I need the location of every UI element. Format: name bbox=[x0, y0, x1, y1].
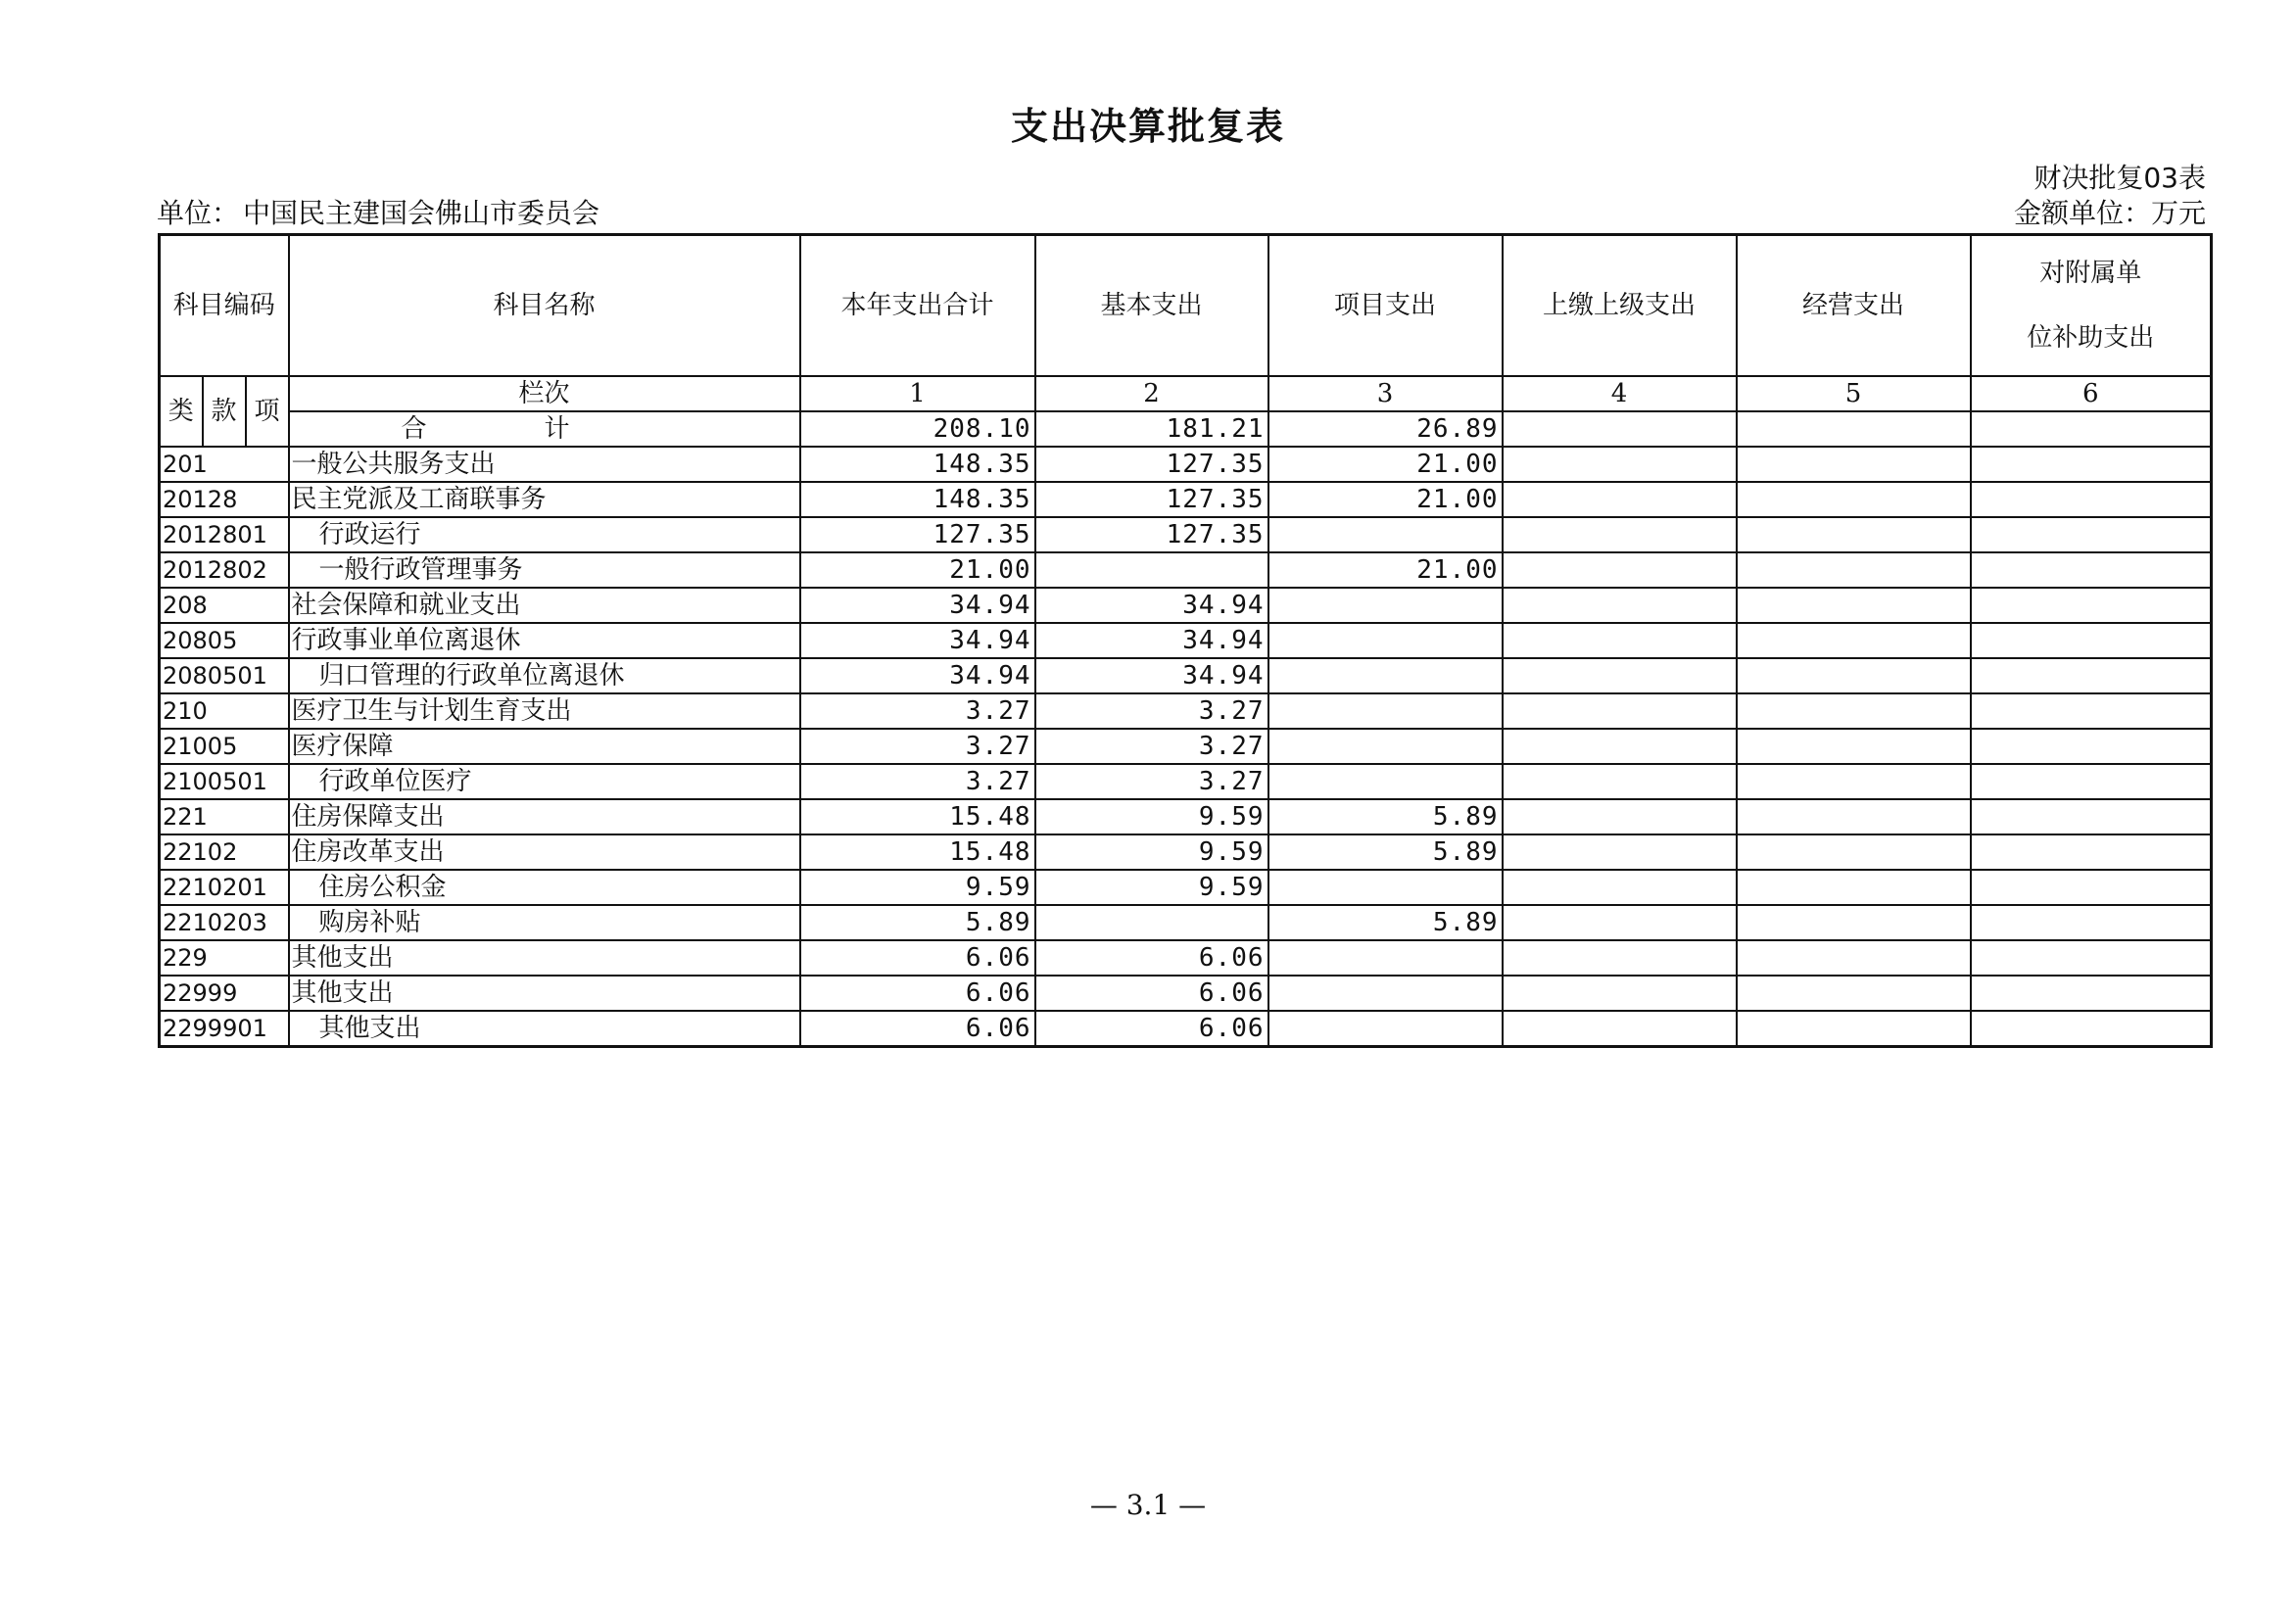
row-upper bbox=[1503, 693, 1737, 729]
row-total: 3.27 bbox=[800, 693, 1035, 729]
row-name-text: 一般行政管理事务 bbox=[318, 555, 523, 585]
row-subsidy bbox=[1971, 940, 2212, 976]
row-project: 5.89 bbox=[1268, 799, 1503, 834]
row-basic: 34.94 bbox=[1035, 588, 1268, 623]
row-subsidy bbox=[1971, 764, 2212, 799]
row-subsidy bbox=[1971, 905, 2212, 940]
row-basic: 3.27 bbox=[1035, 764, 1268, 799]
row-business bbox=[1737, 905, 1971, 940]
row-subsidy bbox=[1971, 976, 2212, 1011]
row-project: 21.00 bbox=[1268, 447, 1503, 482]
row-basic: 6.06 bbox=[1035, 1011, 1268, 1047]
row-name bbox=[289, 517, 800, 552]
row-upper bbox=[1503, 658, 1737, 693]
row-subsidy bbox=[1971, 482, 2212, 517]
total-label: 合计 bbox=[289, 411, 800, 447]
header-row bbox=[160, 235, 2212, 377]
header-subsidy bbox=[1971, 235, 2212, 377]
row-project bbox=[1268, 658, 1503, 693]
row-name bbox=[289, 905, 800, 940]
row-basic: 9.59 bbox=[1035, 799, 1268, 834]
row-name: 医疗保障 bbox=[289, 729, 800, 764]
row-business bbox=[1737, 517, 1971, 552]
row-subsidy bbox=[1971, 552, 2212, 588]
row-upper bbox=[1503, 764, 1737, 799]
row-basic: 9.59 bbox=[1035, 870, 1268, 905]
row-project bbox=[1268, 976, 1503, 1011]
row-project: 21.00 bbox=[1268, 482, 1503, 517]
table-row bbox=[160, 482, 2212, 517]
page-number: — 3.1 — bbox=[1089, 1489, 1207, 1521]
table-row bbox=[160, 870, 2212, 905]
row-subsidy bbox=[1971, 447, 2212, 482]
row-total: 34.94 bbox=[800, 658, 1035, 693]
row-business bbox=[1737, 588, 1971, 623]
amount-unit: 金额单位：万元 bbox=[2013, 197, 2206, 229]
table-row bbox=[160, 799, 2212, 834]
row-total: 34.94 bbox=[800, 623, 1035, 658]
row-name: 其他支出 bbox=[289, 976, 800, 1011]
column-number-1: 1 bbox=[800, 376, 1035, 411]
page-title: 支出决算批复表 bbox=[1010, 105, 1285, 148]
header-lanci: 栏次 bbox=[289, 376, 800, 411]
row-name-text: 归口管理的行政单位离退休 bbox=[318, 661, 625, 691]
row-code: 22999 bbox=[160, 976, 289, 1011]
row-total: 34.94 bbox=[800, 588, 1035, 623]
row-upper bbox=[1503, 623, 1737, 658]
header-code: 科目编码 bbox=[160, 235, 289, 377]
row-subsidy bbox=[1971, 870, 2212, 905]
row-upper bbox=[1503, 834, 1737, 870]
table-row bbox=[160, 693, 2212, 729]
row-name: 民主党派及工商联事务 bbox=[289, 482, 800, 517]
row-total: 15.48 bbox=[800, 799, 1035, 834]
row-business bbox=[1737, 447, 1971, 482]
row-name bbox=[289, 870, 800, 905]
header-subsidy-line2: 位补助支出 bbox=[2027, 323, 2155, 353]
row-project bbox=[1268, 764, 1503, 799]
total-business bbox=[1737, 411, 1971, 447]
row-business bbox=[1737, 693, 1971, 729]
row-project bbox=[1268, 588, 1503, 623]
table-row bbox=[160, 658, 2212, 693]
row-name-text: 行政单位医疗 bbox=[318, 767, 472, 796]
row-name bbox=[289, 658, 800, 693]
row-project: 5.89 bbox=[1268, 834, 1503, 870]
column-number-5: 5 bbox=[1737, 376, 1971, 411]
row-code: 201 bbox=[160, 447, 289, 482]
row-name-text: 购房补贴 bbox=[318, 908, 421, 937]
table-row bbox=[160, 447, 2212, 482]
row-upper bbox=[1503, 552, 1737, 588]
row-upper bbox=[1503, 517, 1737, 552]
row-code: 210 bbox=[160, 693, 289, 729]
total-basic: 181.21 bbox=[1035, 411, 1268, 447]
row-total: 148.35 bbox=[800, 482, 1035, 517]
row-business bbox=[1737, 552, 1971, 588]
row-upper bbox=[1503, 447, 1737, 482]
row-basic: 6.06 bbox=[1035, 976, 1268, 1011]
header-lei: 类 bbox=[160, 376, 203, 447]
header-business: 经营支出 bbox=[1737, 235, 1971, 377]
unit-label: 单位： bbox=[157, 197, 240, 229]
row-basic bbox=[1035, 552, 1268, 588]
row-total: 127.35 bbox=[800, 517, 1035, 552]
column-number-6: 6 bbox=[1971, 376, 2212, 411]
table-row bbox=[160, 1011, 2212, 1047]
row-project: 5.89 bbox=[1268, 905, 1503, 940]
row-project bbox=[1268, 940, 1503, 976]
header-kuan: 款 bbox=[203, 376, 246, 447]
row-upper bbox=[1503, 976, 1737, 1011]
row-business bbox=[1737, 623, 1971, 658]
row-business bbox=[1737, 870, 1971, 905]
header-total: 本年支出合计 bbox=[800, 235, 1035, 377]
header-name: 科目名称 bbox=[289, 235, 800, 377]
row-name bbox=[289, 764, 800, 799]
row-total: 3.27 bbox=[800, 729, 1035, 764]
row-code: 2080501 bbox=[160, 658, 289, 693]
row-basic: 6.06 bbox=[1035, 940, 1268, 976]
table-row bbox=[160, 517, 2212, 552]
row-code: 2100501 bbox=[160, 764, 289, 799]
table-row bbox=[160, 764, 2212, 799]
row-total: 148.35 bbox=[800, 447, 1035, 482]
total-subsidy bbox=[1971, 411, 2212, 447]
header-basic: 基本支出 bbox=[1035, 235, 1268, 377]
row-subsidy bbox=[1971, 834, 2212, 870]
row-name: 住房改革支出 bbox=[289, 834, 800, 870]
row-upper bbox=[1503, 1011, 1737, 1047]
row-upper bbox=[1503, 799, 1737, 834]
row-code: 2210203 bbox=[160, 905, 289, 940]
row-total: 21.00 bbox=[800, 552, 1035, 588]
row-upper bbox=[1503, 482, 1737, 517]
table-row bbox=[160, 940, 2212, 976]
row-name: 医疗卫生与计划生育支出 bbox=[289, 693, 800, 729]
row-basic: 3.27 bbox=[1035, 693, 1268, 729]
header-upper: 上缴上级支出 bbox=[1503, 235, 1737, 377]
table-row bbox=[160, 834, 2212, 870]
row-business bbox=[1737, 834, 1971, 870]
row-total: 3.27 bbox=[800, 764, 1035, 799]
total-upper bbox=[1503, 411, 1737, 447]
row-subsidy bbox=[1971, 623, 2212, 658]
row-name bbox=[289, 552, 800, 588]
form-number: 财决批复03表 bbox=[2033, 162, 2206, 194]
row-basic: 34.94 bbox=[1035, 658, 1268, 693]
expenditure-table bbox=[158, 233, 2213, 1048]
row-business bbox=[1737, 940, 1971, 976]
row-code: 221 bbox=[160, 799, 289, 834]
row-basic: 3.27 bbox=[1035, 729, 1268, 764]
header-subsidy-line1: 对附属单 bbox=[2039, 259, 2142, 288]
row-basic: 9.59 bbox=[1035, 834, 1268, 870]
row-project bbox=[1268, 517, 1503, 552]
row-code: 20128 bbox=[160, 482, 289, 517]
row-total: 6.06 bbox=[800, 976, 1035, 1011]
row-code: 2012802 bbox=[160, 552, 289, 588]
row-project bbox=[1268, 1011, 1503, 1047]
row-name: 一般公共服务支出 bbox=[289, 447, 800, 482]
row-subsidy bbox=[1971, 588, 2212, 623]
row-total: 15.48 bbox=[800, 834, 1035, 870]
column-number-2: 2 bbox=[1035, 376, 1268, 411]
row-total: 9.59 bbox=[800, 870, 1035, 905]
table-row bbox=[160, 588, 2212, 623]
row-upper bbox=[1503, 905, 1737, 940]
row-basic: 127.35 bbox=[1035, 517, 1268, 552]
row-total: 6.06 bbox=[800, 1011, 1035, 1047]
row-basic: 34.94 bbox=[1035, 623, 1268, 658]
row-subsidy bbox=[1971, 517, 2212, 552]
row-business bbox=[1737, 1011, 1971, 1047]
row-project bbox=[1268, 870, 1503, 905]
column-number-4: 4 bbox=[1503, 376, 1737, 411]
row-business bbox=[1737, 799, 1971, 834]
row-code: 2299901 bbox=[160, 1011, 289, 1047]
table-row bbox=[160, 623, 2212, 658]
row-upper bbox=[1503, 870, 1737, 905]
row-code: 208 bbox=[160, 588, 289, 623]
row-business bbox=[1737, 976, 1971, 1011]
row-business bbox=[1737, 764, 1971, 799]
column-index-row bbox=[160, 376, 2212, 411]
unit-name: 中国民主建国会佛山市委员会 bbox=[243, 197, 600, 229]
unit-line bbox=[157, 192, 599, 231]
row-basic: 127.35 bbox=[1035, 482, 1268, 517]
row-code: 229 bbox=[160, 940, 289, 976]
row-business bbox=[1737, 658, 1971, 693]
row-subsidy bbox=[1971, 799, 2212, 834]
row-name: 社会保障和就业支出 bbox=[289, 588, 800, 623]
row-subsidy bbox=[1971, 1011, 2212, 1047]
total-project: 26.89 bbox=[1268, 411, 1503, 447]
row-code: 21005 bbox=[160, 729, 289, 764]
header-xiang: 项 bbox=[246, 376, 289, 447]
row-name-text: 行政运行 bbox=[318, 520, 421, 549]
row-total: 5.89 bbox=[800, 905, 1035, 940]
row-name-text: 其他支出 bbox=[318, 1014, 421, 1043]
table-row bbox=[160, 976, 2212, 1011]
table-row bbox=[160, 552, 2212, 588]
header-project: 项目支出 bbox=[1268, 235, 1503, 377]
column-number-3: 3 bbox=[1268, 376, 1503, 411]
row-project bbox=[1268, 693, 1503, 729]
row-upper bbox=[1503, 729, 1737, 764]
row-name-text: 住房公积金 bbox=[318, 873, 447, 902]
row-project bbox=[1268, 623, 1503, 658]
row-upper bbox=[1503, 588, 1737, 623]
row-project bbox=[1268, 729, 1503, 764]
row-business bbox=[1737, 729, 1971, 764]
row-code: 20805 bbox=[160, 623, 289, 658]
row-name: 行政事业单位离退休 bbox=[289, 623, 800, 658]
table-row bbox=[160, 729, 2212, 764]
row-name bbox=[289, 1011, 800, 1047]
row-basic: 127.35 bbox=[1035, 447, 1268, 482]
total-row bbox=[160, 411, 2212, 447]
row-basic bbox=[1035, 905, 1268, 940]
row-business bbox=[1737, 482, 1971, 517]
row-subsidy bbox=[1971, 658, 2212, 693]
row-code: 2012801 bbox=[160, 517, 289, 552]
row-code: 2210201 bbox=[160, 870, 289, 905]
row-subsidy bbox=[1971, 693, 2212, 729]
row-upper bbox=[1503, 940, 1737, 976]
row-name: 住房保障支出 bbox=[289, 799, 800, 834]
row-subsidy bbox=[1971, 729, 2212, 764]
total-sum: 208.10 bbox=[800, 411, 1035, 447]
table-row bbox=[160, 905, 2212, 940]
row-code: 22102 bbox=[160, 834, 289, 870]
row-name: 其他支出 bbox=[289, 940, 800, 976]
row-total: 6.06 bbox=[800, 940, 1035, 976]
row-project: 21.00 bbox=[1268, 552, 1503, 588]
